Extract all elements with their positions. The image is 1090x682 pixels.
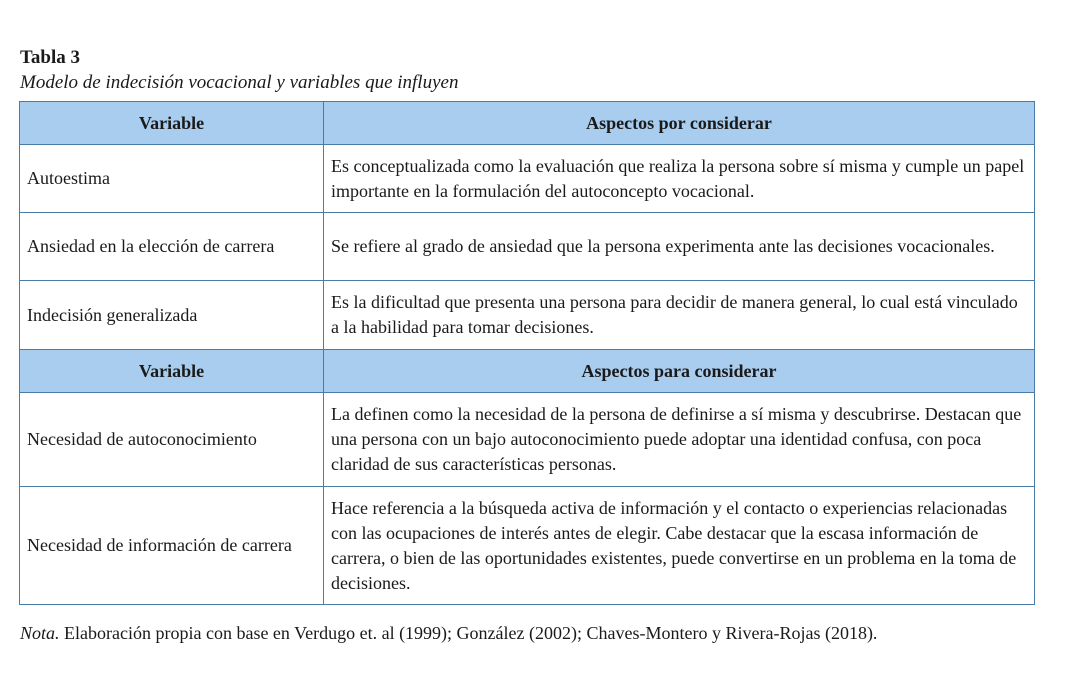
variable-cell: Necesidad de autoconocimiento [20, 393, 324, 487]
table-label: Tabla 3 [20, 47, 81, 68]
indecision-table [19, 101, 1035, 605]
variable-cell: Autoestima [20, 145, 324, 213]
header-variable: Variable [20, 350, 324, 393]
description-cell: La definen como la necesidad de la persona de definirse a sí misma y descubrirse. Destacan que una persona con un bajo autoconocimiento puede adoptar una identidad confusa, con poca claridad de sus características personas. [324, 393, 1035, 487]
table-title: Modelo de indecisión vocacional y variables que influyen [20, 72, 459, 93]
table-row [20, 487, 1035, 605]
table-note [20, 621, 877, 645]
description-cell: Es la dificultad que presenta una persona para decidir de manera general, lo cual está vinculado a la habilidad para tomar decisiones. [324, 281, 1035, 350]
variable-cell: Necesidad de información de carrera [20, 487, 324, 605]
table-header-row [20, 102, 1035, 145]
table-row [20, 393, 1035, 487]
note-label: Nota. [20, 623, 60, 643]
header-variable: Variable [20, 102, 324, 145]
description-cell: Se refiere al grado de ansiedad que la persona experimenta ante las decisiones vocacionales. [324, 213, 1035, 281]
description-cell: Es conceptualizada como la evaluación que realiza la persona sobre sí misma y cumple un papel importante en la formulación del autoconcepto vocacional. [324, 145, 1035, 213]
variable-cell: Indecisión generalizada [20, 281, 324, 350]
table-row [20, 145, 1035, 213]
table-row [20, 281, 1035, 350]
variable-cell: Ansiedad en la elección de carrera [20, 213, 324, 281]
header-aspects: Aspectos para considerar [324, 350, 1035, 393]
header-aspects: Aspectos por considerar [324, 102, 1035, 145]
description-cell: Hace referencia a la búsqueda activa de información y el contacto o experiencias relacionadas con las ocupaciones de interés antes de elegir. Cabe destacar que la escasa información de carrera, o bien de las oportunidades existentes, puede convertirse en un problema en la toma de decisiones. [324, 487, 1035, 605]
table-row [20, 213, 1035, 281]
table-header-row [20, 350, 1035, 393]
note-text: Elaboración propia con base en Verdugo et. al (1999); González (2002); Chaves-Montero y Rivera-Rojas (2018). [59, 623, 878, 643]
